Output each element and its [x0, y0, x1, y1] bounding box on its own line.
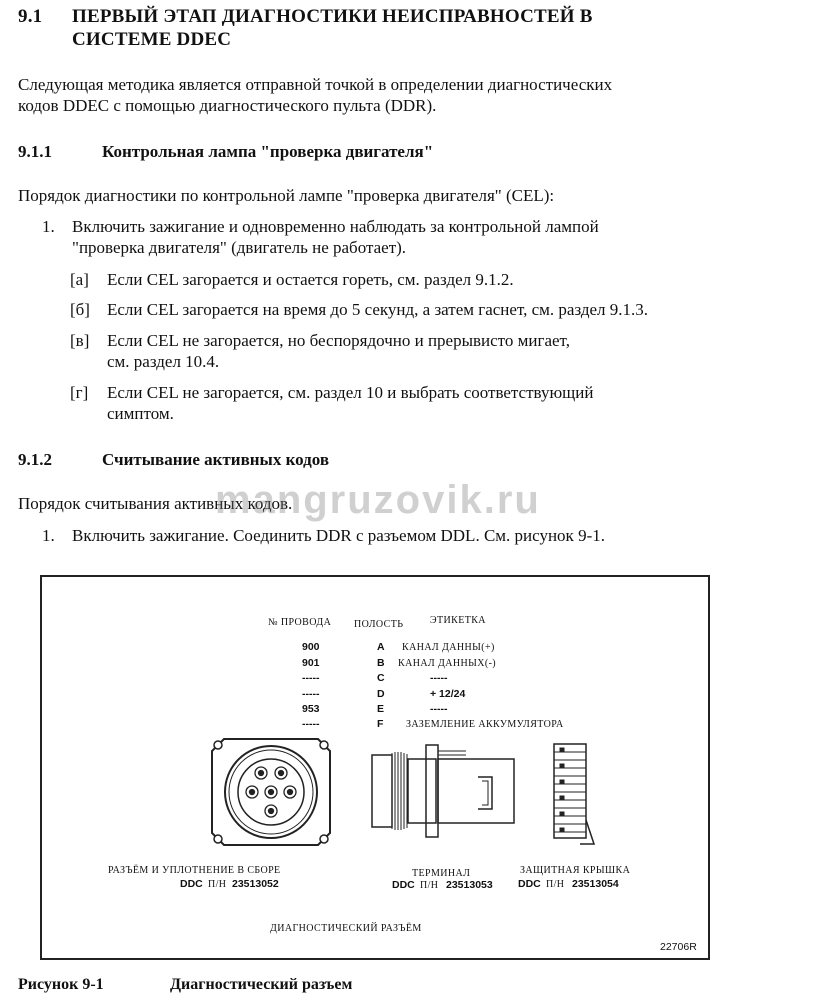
step-text-line2: "проверка двигателя" (двигатель не работает). [72, 238, 407, 257]
diagram-title: ДИАГНОСТИЧЕСКИЙ РАЗЪЁМ [270, 923, 422, 934]
part-ddc: DDC [180, 878, 203, 890]
subsection-title: Считывание активных кодов [102, 450, 330, 469]
cavity-letter: C [377, 672, 385, 684]
cavity-letter: D [377, 688, 385, 700]
wire-number: 901 [302, 657, 320, 669]
part-name: ТЕРМИНАЛ [412, 868, 471, 879]
cavity-letter: E [377, 703, 385, 715]
signal-label: ----- [430, 703, 448, 715]
lead-text: Порядок диагностики по контрольной лампе "проверка двигателя" (CEL): [18, 186, 555, 205]
part-number: 23513053 [446, 879, 493, 891]
header-cavity: ПОЛОСТЬ [354, 619, 404, 630]
protective-cap-view [550, 742, 600, 852]
subsection-number: 9.1.1 [18, 142, 52, 161]
header-label: ЭТИКЕТКА [430, 615, 486, 626]
wire-number: ----- [302, 718, 320, 730]
signal-label: + 12/24 [430, 688, 466, 700]
list-item-mark: [г] [70, 383, 89, 402]
connector-front-view [210, 737, 332, 847]
figure-caption-text: Диагностический разъем [170, 976, 353, 993]
part-ddc: DDC [518, 878, 541, 890]
part-ddc: DDC [392, 879, 415, 891]
subsection-number: 9.1.2 [18, 450, 52, 469]
intro-line1: Следующая методика является отправной точкой в определении диагностических [18, 75, 613, 94]
section-number: 9.1 [18, 6, 43, 27]
list-item-text: Если CEL загорается на время до 5 секунд, а затем гаснет, см. раздел 9.1.3. [107, 300, 649, 319]
intro-line2: кодов DDEC с помощью диагностического пульта (DDR). [18, 96, 437, 115]
cavity-letter: F [377, 718, 384, 730]
cavity-letter: A [377, 641, 385, 653]
step-text: Включить зажигание. Соединить DDR с разъемом DDL. См. рисунок 9-1. [72, 526, 605, 545]
part-number: 23513054 [572, 878, 619, 890]
part-name: РАЗЪЁМ И УПЛОТНЕНИЕ В СБОРЕ [108, 865, 281, 876]
step-text-line1: Включить зажигание и одновременно наблюдать за контрольной лампой [72, 217, 599, 236]
signal-label: ЗАЗЕМЛЕНИЕ АККУМУЛЯТОРА [406, 719, 564, 730]
figure-caption-label: Рисунок 9-1 [18, 976, 104, 993]
wire-number: 900 [302, 641, 320, 653]
part-pn-prefix: П/Н [208, 879, 227, 890]
step-number: 1. [42, 217, 55, 236]
list-item-text: Если CEL не загорается, см. раздел 10 и выбрать соответствующий [107, 383, 594, 402]
signal-label: ----- [430, 672, 448, 684]
part-name: ЗАЩИТНАЯ КРЫШКА [520, 865, 631, 876]
list-item-text: Если CEL загорается и остается гореть, см. раздел 9.1.2. [107, 270, 514, 289]
step-number: 1. [42, 526, 55, 545]
cavity-letter: B [377, 657, 385, 669]
list-item-text-cont: симптом. [107, 404, 174, 423]
list-item-mark: [а] [70, 270, 89, 289]
part-pn-prefix: П/Н [546, 879, 565, 890]
drawing-id: 22706R [660, 941, 697, 953]
wire-number: ----- [302, 672, 320, 684]
list-item-text-cont: см. раздел 10.4. [107, 352, 220, 371]
figure-frame [40, 575, 710, 960]
connector-pins [246, 767, 296, 817]
part-pn-prefix: П/Н [420, 880, 439, 891]
header-wire: № ПРОВОДА [268, 617, 332, 628]
section-title-line2: СИСТЕМЕ DDEC [72, 29, 232, 50]
part-number: 23513052 [232, 878, 279, 890]
watermark: mangruzovik.ru [215, 478, 541, 522]
section-title-line1: ПЕРВЫЙ ЭТАП ДИАГНОСТИКИ НЕИСПРАВНОСТЕЙ В [72, 6, 593, 27]
signal-label: КАНАЛ ДАННЫХ(-) [398, 658, 497, 669]
lead-text: Порядок считывания активных кодов. [18, 494, 293, 513]
subsection-title: Контрольная лампа "проверка двигателя" [102, 142, 434, 161]
wire-number: 953 [302, 703, 320, 715]
terminal-side-view [370, 737, 520, 847]
list-item-mark: [в] [70, 331, 90, 350]
wire-number: ----- [302, 688, 320, 700]
list-item-mark: [б] [70, 300, 90, 319]
list-item-text: Если CEL не загорается, но беспорядочно и прерывисто мигает, [107, 331, 570, 350]
signal-label: КАНАЛ ДАННЫ(+) [402, 642, 495, 653]
